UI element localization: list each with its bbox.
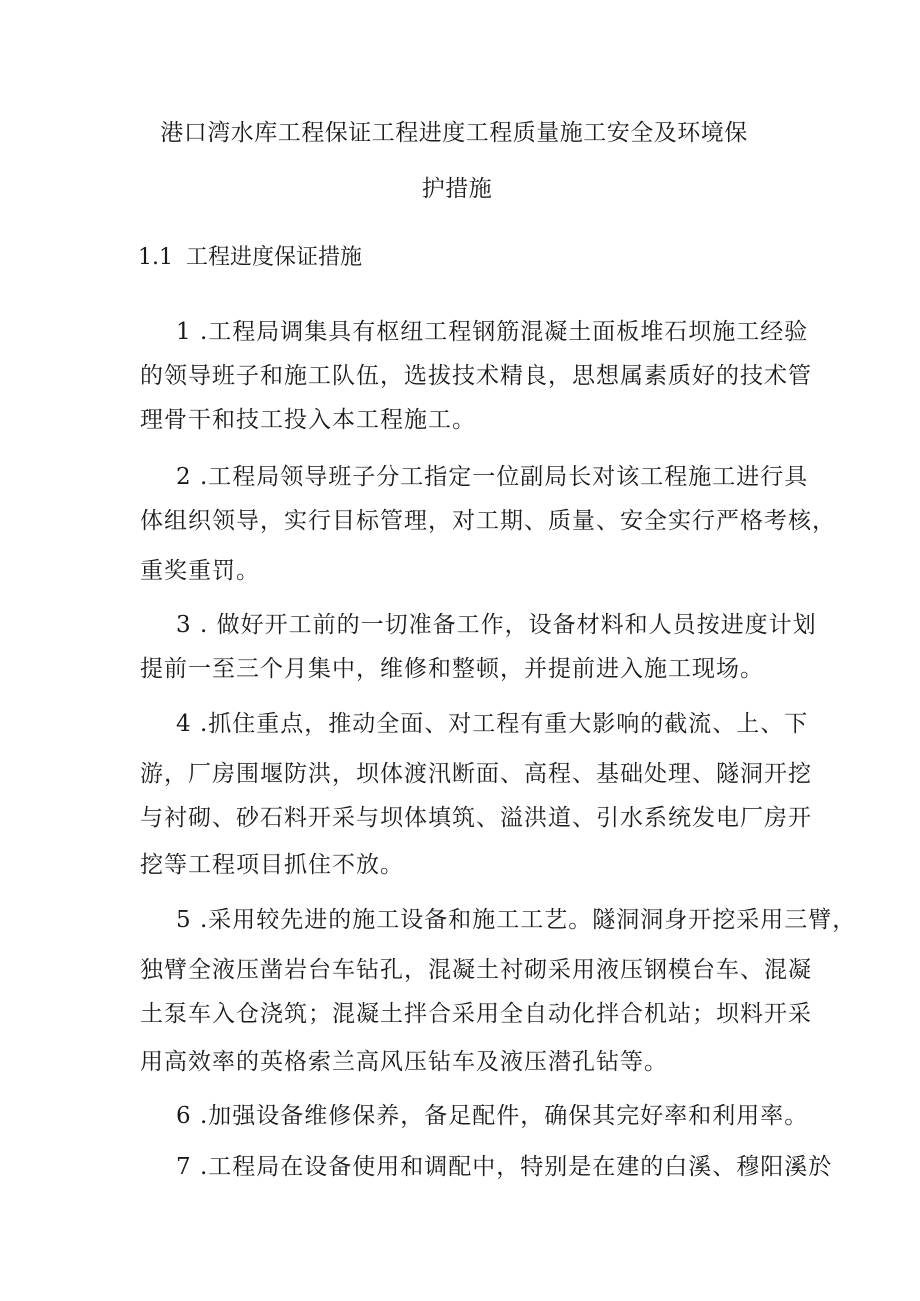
- paragraph-line: 挖等工程项目抓住不放。: [140, 852, 404, 878]
- paragraph-line: 重奖重罚。: [140, 558, 260, 584]
- paragraph-line: 用高效率的英格索兰高风压钻车及液压潜孔钻等。: [140, 1049, 668, 1075]
- paragraph-line: 5 .采用较先进的施工设备和施工工艺。隧洞洞身开挖采用三臂，: [176, 907, 857, 933]
- paragraph-line: 理骨干和技工投入本工程施工。: [140, 407, 476, 433]
- paragraph-line: 游，厂房围堰防洪，坝体渡汛断面、高程、基础处理、隧洞开挖: [140, 761, 812, 787]
- section-heading: [138, 240, 362, 271]
- document-title-line-1: 港口湾水库工程保证工程进度工程质量施工安全及环境保: [160, 120, 748, 146]
- paragraph-line: 体组织领导，实行目标管理，对工期、质量、安全实行严格考核，: [140, 508, 836, 534]
- section-number: 1.1: [138, 245, 173, 270]
- paragraph-line: 的领导班子和施工队伍，选拔技术精良，思想属素质好的技术管: [140, 363, 812, 389]
- section-title: 工程进度保证措施: [186, 245, 363, 270]
- paragraph-line: 7 .工程局在设备使用和调配中，特别是在建的白溪、穆阳溪於: [176, 1154, 833, 1180]
- paragraph-line: 提前一至三个月集中，维修和整顿，并提前进入施工现场。: [140, 656, 764, 682]
- paragraph-line: 6 .加强设备维修保养，备足配件，确保其完好率和利用率。: [176, 1103, 809, 1129]
- paragraph-line: 土泵车入仓浇筑；混凝土拌合采用全自动化拌合机站；坝料开采: [140, 1001, 812, 1027]
- paragraph-line: 4 .抓住重点，推动全面、对工程有重大影响的截流、上、下: [176, 711, 809, 737]
- paragraph-line: 2 .工程局领导班子分工指定一位副局长对该工程施工进行具: [176, 464, 809, 490]
- paragraph-line: 与衬砌、砂石料开采与坝体填筑、溢洪道、引水系统发电厂房开: [140, 805, 812, 831]
- paragraph-line: 3 . 做好开工前的一切准备工作，设备材料和人员按进度计划: [176, 612, 817, 638]
- document-title-line-2: 护措施: [421, 176, 493, 202]
- paragraph-line: 独臂全液压凿岩台车钻孔，混凝土衬砌采用液压钢模台车、混凝: [140, 957, 812, 983]
- paragraph-line: 1 .工程局调集具有枢纽工程钢筋混凝土面板堆石坝施工经验: [176, 319, 809, 345]
